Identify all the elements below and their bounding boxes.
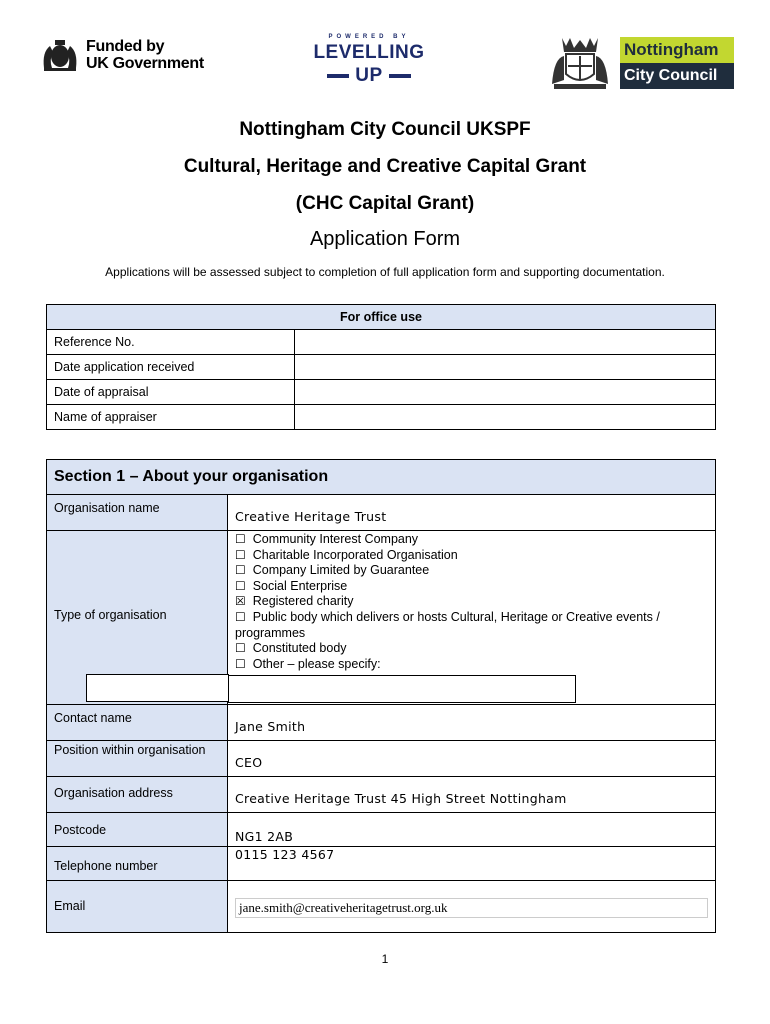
office-use-heading: For office use (47, 305, 716, 330)
nottingham-city-council-logo (548, 34, 734, 92)
up-text: UP (355, 65, 383, 86)
telephone-label: Telephone number (47, 847, 228, 881)
checkbox-icon[interactable]: ☐ (235, 547, 246, 562)
office-row-label: Date of appraisal (47, 380, 295, 405)
type-options-cell (228, 531, 716, 705)
type-option[interactable] (235, 548, 708, 564)
reference-no-field[interactable] (295, 330, 716, 355)
office-row-label: Reference No. (47, 330, 295, 355)
position-field[interactable]: CEO (228, 741, 716, 777)
checkbox-icon[interactable]: ☐ (235, 609, 246, 624)
org-name-field[interactable]: Creative Heritage Trust (228, 495, 716, 531)
office-use-table (46, 304, 716, 430)
org-name-label: Organisation name (47, 495, 228, 531)
section1-table (46, 459, 716, 933)
council-crest-icon (548, 34, 612, 92)
postcode-field[interactable]: NG1 2AB (228, 813, 716, 847)
powered-by-text: POWERED BY (328, 34, 410, 40)
checkbox-icon[interactable]: ☐ (235, 563, 246, 578)
date-received-field[interactable] (295, 355, 716, 380)
bar-right (389, 74, 411, 78)
gov-logo-line1: Funded by (86, 38, 165, 55)
checkbox-checked-icon[interactable]: ☒ (235, 594, 246, 609)
intro-text: Applications will be assessed subject to completion of full application form and supporting documentation. (105, 265, 665, 279)
type-option-label: Public body which delivers or hosts Cultural, Heritage or Creative events / programmes (235, 609, 660, 640)
section1-heading: Section 1 – About your organisation (47, 460, 716, 495)
council-logo-line1: Nottingham (620, 37, 734, 63)
levelling-text: LEVELLING (313, 42, 425, 63)
title-line1: Nottingham City Council UKSPF (239, 119, 531, 140)
type-option[interactable] (235, 657, 708, 673)
form-subtitle: Application Form (309, 228, 461, 250)
type-option-label: Other – please specify: (252, 656, 381, 671)
address-field[interactable]: Creative Heritage Trust 45 High Street Nottingham (228, 777, 716, 813)
gov-logo-line2: UK Government (86, 55, 204, 72)
position-label: Position within organisation (47, 741, 228, 777)
title-line2: Cultural, Heritage and Creative Capital Grant (183, 156, 587, 177)
telephone-field[interactable]: 0115 123 4567 (228, 847, 716, 881)
checkbox-icon[interactable]: ☐ (235, 578, 246, 593)
contact-name-field[interactable]: Jane Smith (228, 705, 716, 741)
page-number: 1 (381, 952, 389, 966)
office-row-label: Date application received (47, 355, 295, 380)
other-specify-field[interactable] (228, 675, 576, 703)
date-appraisal-field[interactable] (295, 380, 716, 405)
contact-name-label: Contact name (47, 705, 228, 741)
type-option[interactable] (235, 610, 708, 641)
type-option-label: Social Enterprise (252, 578, 348, 593)
council-logo-line2: City Council (620, 63, 734, 89)
bar-left (327, 74, 349, 78)
other-left-box (86, 674, 229, 702)
royal-arms-icon (40, 38, 80, 72)
email-label: Email (47, 881, 228, 933)
type-option-label: Community Interest Company (252, 532, 419, 546)
type-option-label: Constituted body (252, 641, 347, 656)
type-option[interactable] (235, 579, 708, 595)
levelling-up-logo (305, 34, 433, 86)
uk-government-logo (40, 38, 204, 72)
email-field[interactable]: jane.smith@creativeheritagetrust.org.uk (235, 898, 708, 918)
type-option-label: Registered charity (252, 594, 354, 609)
type-option[interactable] (235, 532, 708, 548)
type-option-label: Charitable Incorporated Organisation (252, 547, 458, 562)
office-row-label: Name of appraiser (47, 405, 295, 430)
type-option[interactable] (235, 641, 708, 657)
type-label-cell (47, 531, 228, 705)
type-option[interactable] (235, 563, 708, 579)
type-option[interactable] (235, 594, 708, 610)
type-option-label: Company Limited by Guarantee (252, 563, 430, 578)
address-label: Organisation address (47, 777, 228, 813)
checkbox-icon[interactable]: ☐ (235, 641, 246, 656)
checkbox-icon[interactable]: ☐ (235, 532, 246, 546)
title-line3: (CHC Capital Grant) (295, 193, 475, 214)
postcode-label: Postcode (47, 813, 228, 847)
email-cell (228, 881, 716, 933)
type-label: Type of organisation (54, 607, 167, 622)
appraiser-name-field[interactable] (295, 405, 716, 430)
checkbox-icon[interactable]: ☐ (235, 656, 246, 671)
